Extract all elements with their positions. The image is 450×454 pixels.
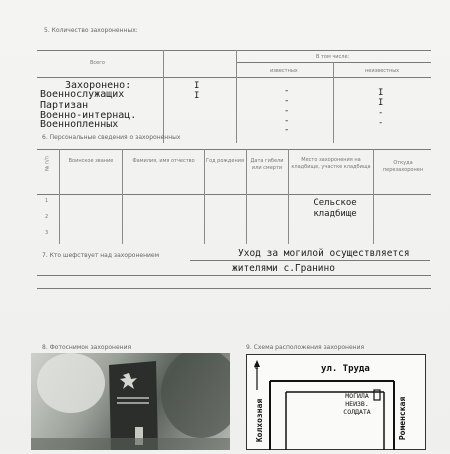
caretaker-line1: Уход за могилой осуществляется (238, 248, 410, 259)
unknown-value: I (378, 88, 384, 98)
table5-top-rule (37, 50, 431, 51)
unknown-value: I (378, 98, 384, 108)
location-map (246, 354, 426, 450)
section6-title: 6. Персональные сведения о захороненных (42, 134, 181, 141)
table6-header-rule (37, 194, 431, 195)
section8-title: 8. Фотоснимок захоронения (42, 344, 132, 351)
header-death: Дата гибели или смерти (250, 158, 284, 171)
header-rank: Воинское звание (68, 158, 114, 164)
known-value: - (284, 96, 290, 106)
header-birth: Год рождения (206, 158, 244, 164)
table6-col-divider (122, 149, 123, 244)
table6-top-rule (37, 149, 431, 150)
street-label-left: Колхозная (255, 398, 265, 443)
table5-col-divider (163, 50, 164, 143)
street-label-right: Роменская (398, 396, 408, 441)
header-place: Место захоронения на кладбище, участке кладбища (291, 157, 371, 170)
row-number: 2 (45, 214, 49, 220)
header-from: Откуда перезахоронен (382, 160, 424, 173)
section7-rule (37, 275, 431, 276)
table5-header-rule (37, 77, 431, 78)
section7-rule (37, 288, 431, 289)
table6-col-divider (373, 149, 374, 244)
known-value: - (284, 106, 290, 116)
burial-place-value: Сельское кладбище (313, 198, 357, 219)
monument-photo-image (31, 353, 230, 450)
row-label-internationalists: Военно-интернац. (40, 110, 137, 121)
section5-title: 5. Количество захороненных: (44, 27, 138, 34)
header-num: № п/п (44, 156, 51, 172)
street-label-top: ул. Труда (321, 364, 370, 374)
table6-col-divider (288, 149, 289, 244)
known-value: - (284, 125, 290, 135)
row-label-partisans: Партизан (40, 100, 89, 111)
caretaker-line2: жителями с.Гранино (232, 263, 335, 274)
col-known-header: известных (270, 68, 298, 74)
unknown-value: - (378, 118, 384, 128)
grave-label: МОГИЛА НЕИЗВ. СОЛДАТА (343, 392, 371, 416)
unknown-value: - (378, 108, 384, 118)
total-value: I (194, 81, 200, 91)
section9-title: 9. Схема расположения захоронения (246, 344, 365, 351)
table6-col-divider (204, 149, 205, 244)
row-label-servicemen: Военнослужащих (40, 89, 125, 100)
col-unknown-header: неизвестных (365, 68, 400, 74)
known-value: - (284, 116, 290, 126)
row-number: 1 (45, 198, 49, 204)
burial-photo (31, 353, 230, 450)
row-label-buried: Захоронено: (65, 80, 132, 91)
section7-label: 7. Кто шефствует над захоронением (42, 252, 160, 259)
col-incl-header: В том числе: (316, 54, 350, 60)
north-mark: С (254, 362, 259, 371)
section7-rule (190, 260, 430, 261)
total-value: I (194, 91, 200, 101)
header-name: Фамилия, имя отчество (132, 158, 195, 164)
table5-col-divider (333, 62, 334, 143)
row-number: 3 (45, 230, 49, 236)
table6-col-divider (59, 149, 60, 244)
row-label-pow: Военнопленных (40, 119, 119, 130)
table5-col-divider (236, 50, 237, 143)
table6-col-divider (246, 149, 247, 244)
col-total-header: Всего (90, 60, 105, 66)
known-value: - (284, 86, 290, 96)
